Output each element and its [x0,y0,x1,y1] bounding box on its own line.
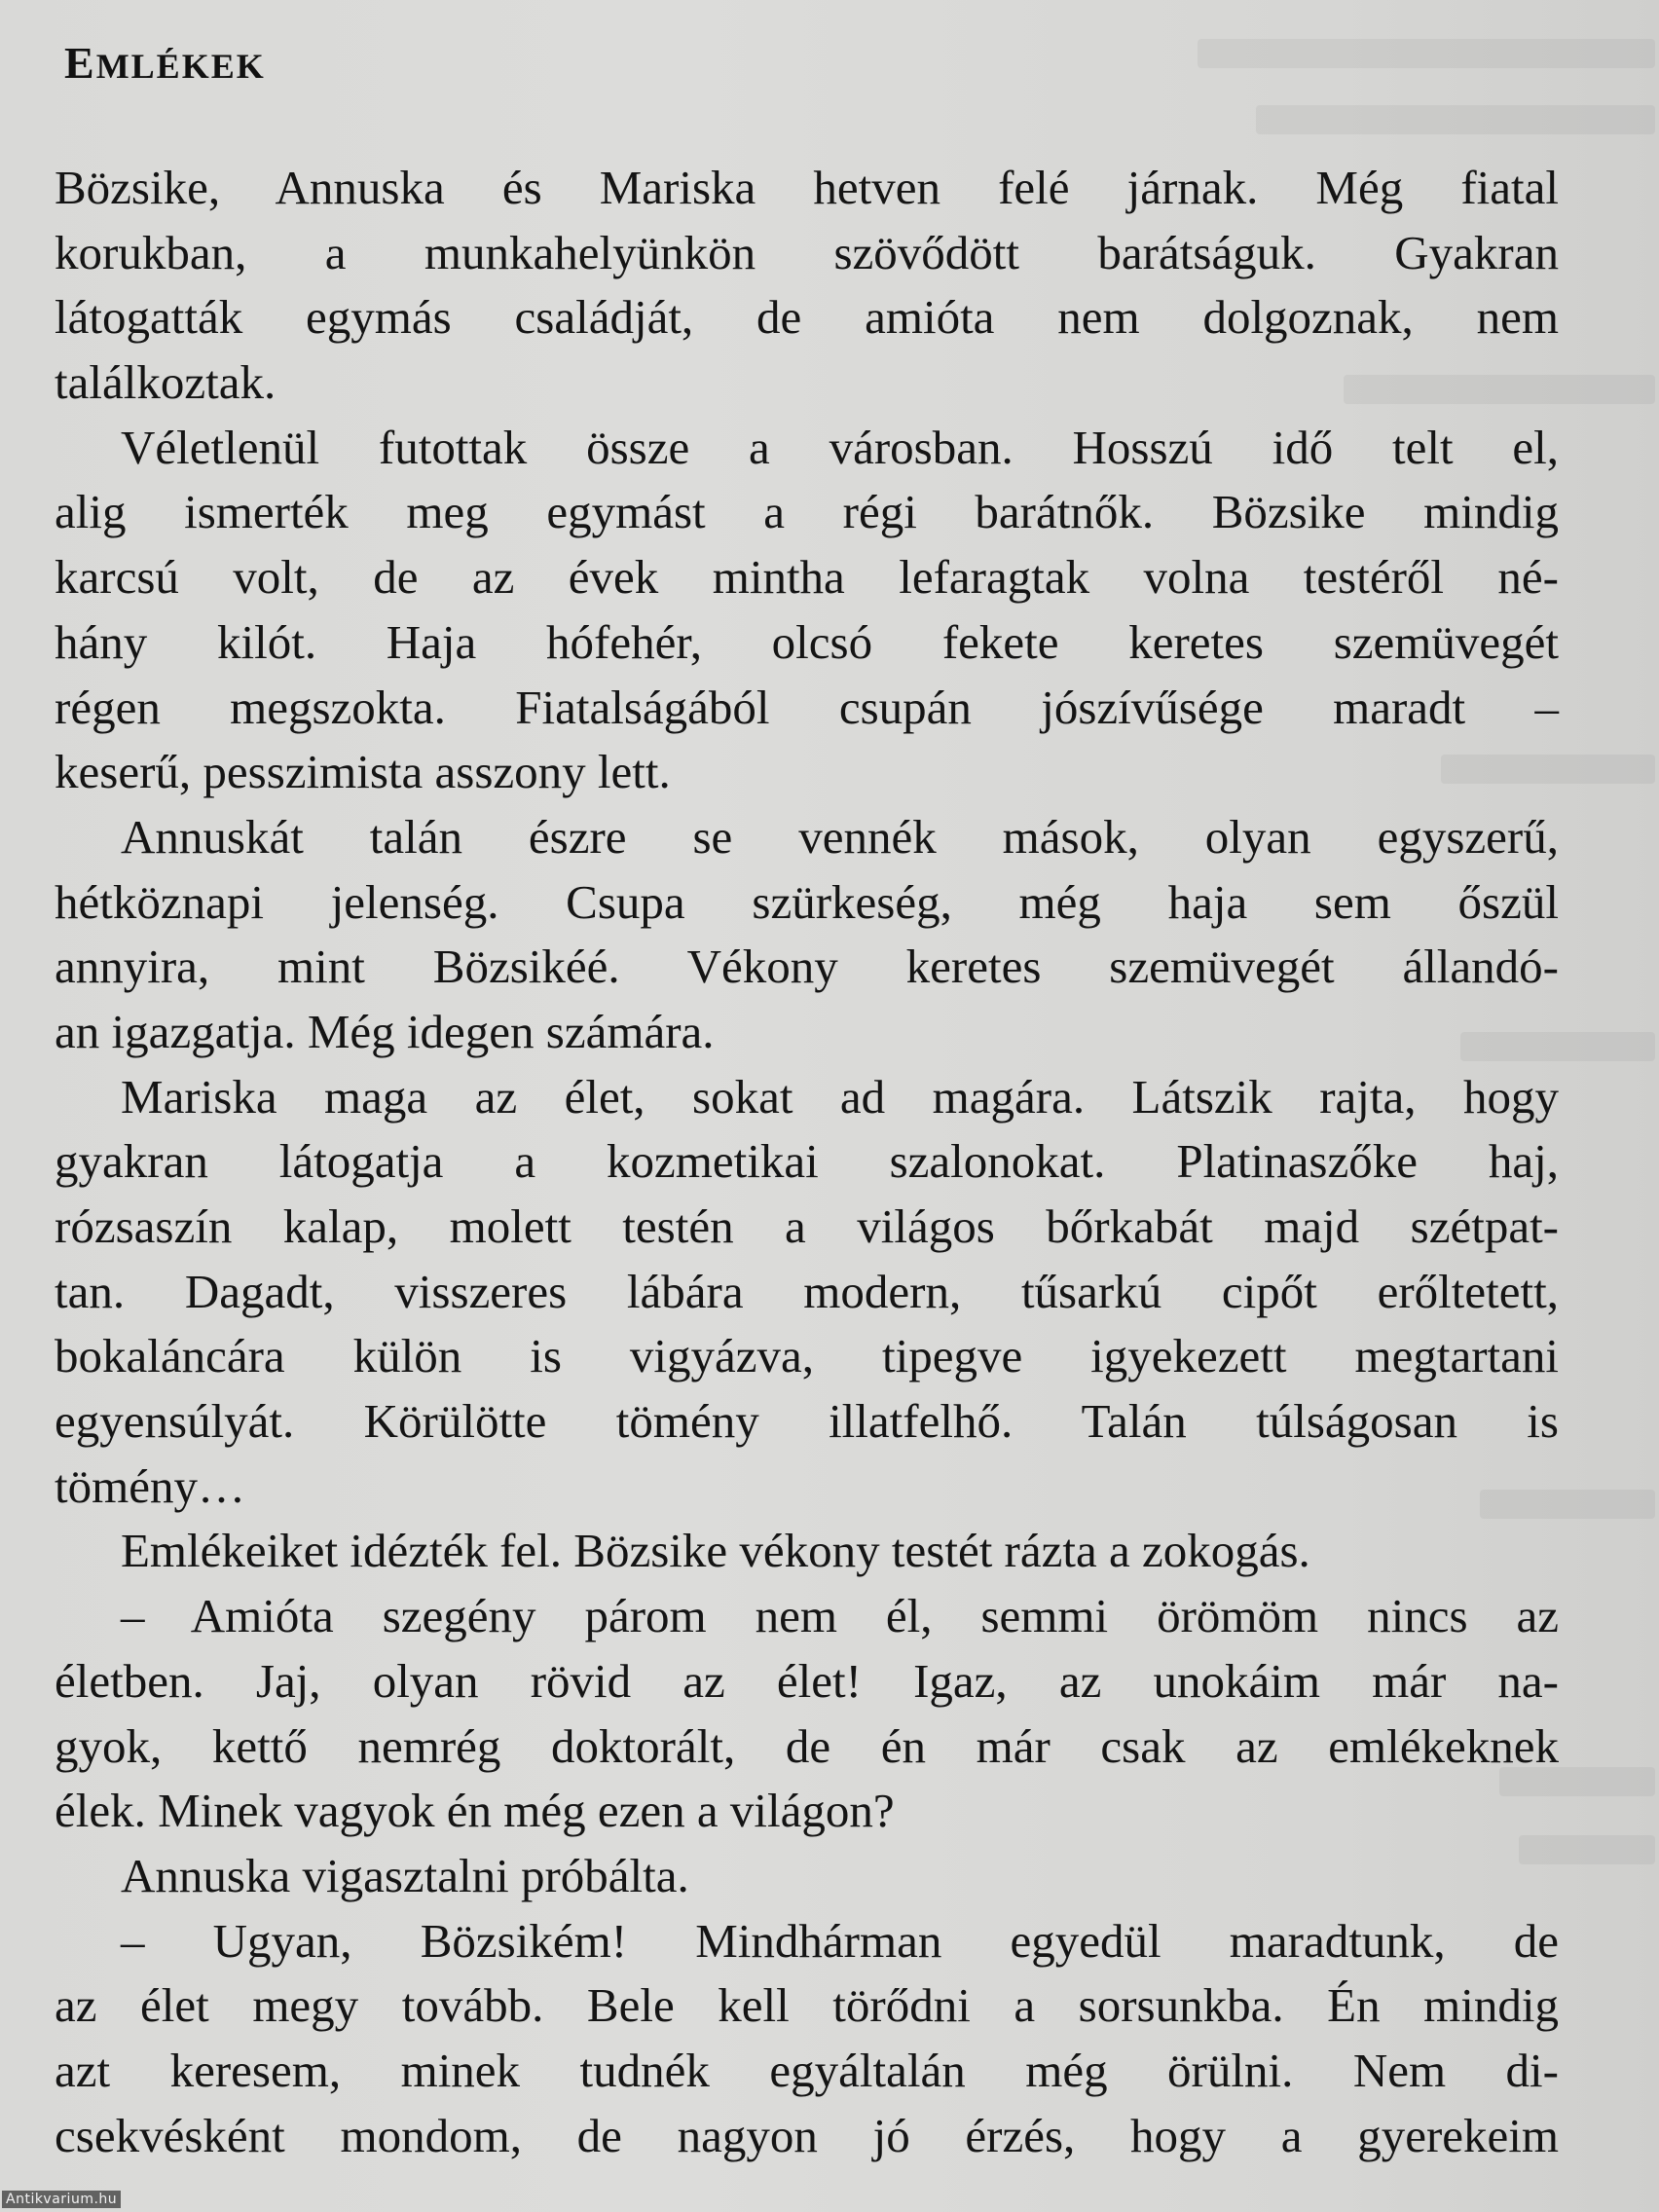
text-line: hétköznapi jelenség. Csupa szürkeség, még haja sem őszül [55,874,1559,929]
text-line: Emlékeiket idézték fel. Bözsike vékony testét rázta a zokogás. [121,1524,1310,1578]
text-line: tömény… [55,1458,245,1513]
text-line: keserű, pesszimista asszony lett. [55,745,671,799]
text-line: – Ugyan, Bözsikém! Mindhárman egyedül maradtunk, de [121,1913,1559,1968]
text-line: gyok, kettő nemrég doktorált, de én már csak az emlékeknek [55,1718,1559,1773]
text-line: azt keresem, minek tudnék egyáltalán még örülni. Nem di- [55,2043,1559,2097]
text-line: Annuskát talán észre se vennék mások, olyan egyszerű, [121,809,1559,864]
text-line: élek. Minek vagyok én még ezen a világon? [55,1784,895,1838]
text-line: korukban, a munkahelyünkön szövődött barátságuk. Gyakran [55,225,1559,279]
text-line: rózsaszín kalap, molett testén a világos bőrkabát majd szétpat- [55,1199,1559,1253]
body-text [55,156,1559,2168]
text-line: Mariska maga az élet, sokat ad magára. Látszik rajta, hogy [121,1069,1559,1124]
text-line: látogatták egymás családját, de amióta nem dolgoznak, nem [55,290,1559,345]
text-line: an igazgatja. Még idegen számára. [55,1004,715,1058]
text-line: csekvésként mondom, de nagyon jó érzés, hogy a gyerekeim [55,2108,1559,2162]
text-line: egyensúlyát. Körülötte tömény illatfelhő. Talán túlságosan is [55,1394,1559,1449]
chapter-title [64,37,266,89]
text-line: annyira, mint Bözsikéé. Vékony keretes szemüvegét állandó- [55,940,1559,994]
text-line: az élet megy tovább. Bele kell törődni a sorsunkba. Én mindig [55,1978,1559,2033]
text-line: hány kilót. Haja hófehér, olcsó fekete keretes szemüvegét [55,614,1559,669]
text-line: alig ismerték meg egymást a régi barátnők. Bözsike mindig [55,485,1559,539]
text-line: gyakran látogatja a kozmetikai szalonokat. Platinaszőke haj, [55,1134,1559,1189]
site-watermark: Antikvarium.hu [2,2191,121,2208]
text-line: Annuska vigasztalni próbálta. [121,1848,689,1902]
chapter-title-text: EMLÉKEK [64,38,266,88]
text-line: régen megszokta. Fiatalságából csupán jószívűsége maradt – [55,680,1559,734]
text-line: életben. Jaj, olyan rövid az élet! Igaz, az unokáim már na- [55,1653,1559,1708]
text-line: találkoztak. [55,355,276,410]
text-line: karcsú volt, de az évek mintha lefaragtak volna testéről né- [55,550,1559,605]
text-line: tan. Dagadt, visszeres lábára modern, tűsarkú cipőt erőltetett, [55,1264,1559,1318]
text-line: – Amióta szegény párom nem él, semmi örömöm nincs az [121,1589,1559,1643]
text-line: bokaláncára külön is vigyázva, tipegve igyekezett megtartani [55,1329,1559,1383]
text-line: Véletlenül futottak össze a városban. Hosszú idő telt el, [121,420,1559,474]
text-line: Bözsike, Annuska és Mariska hetven felé járnak. Még fiatal [55,161,1559,214]
